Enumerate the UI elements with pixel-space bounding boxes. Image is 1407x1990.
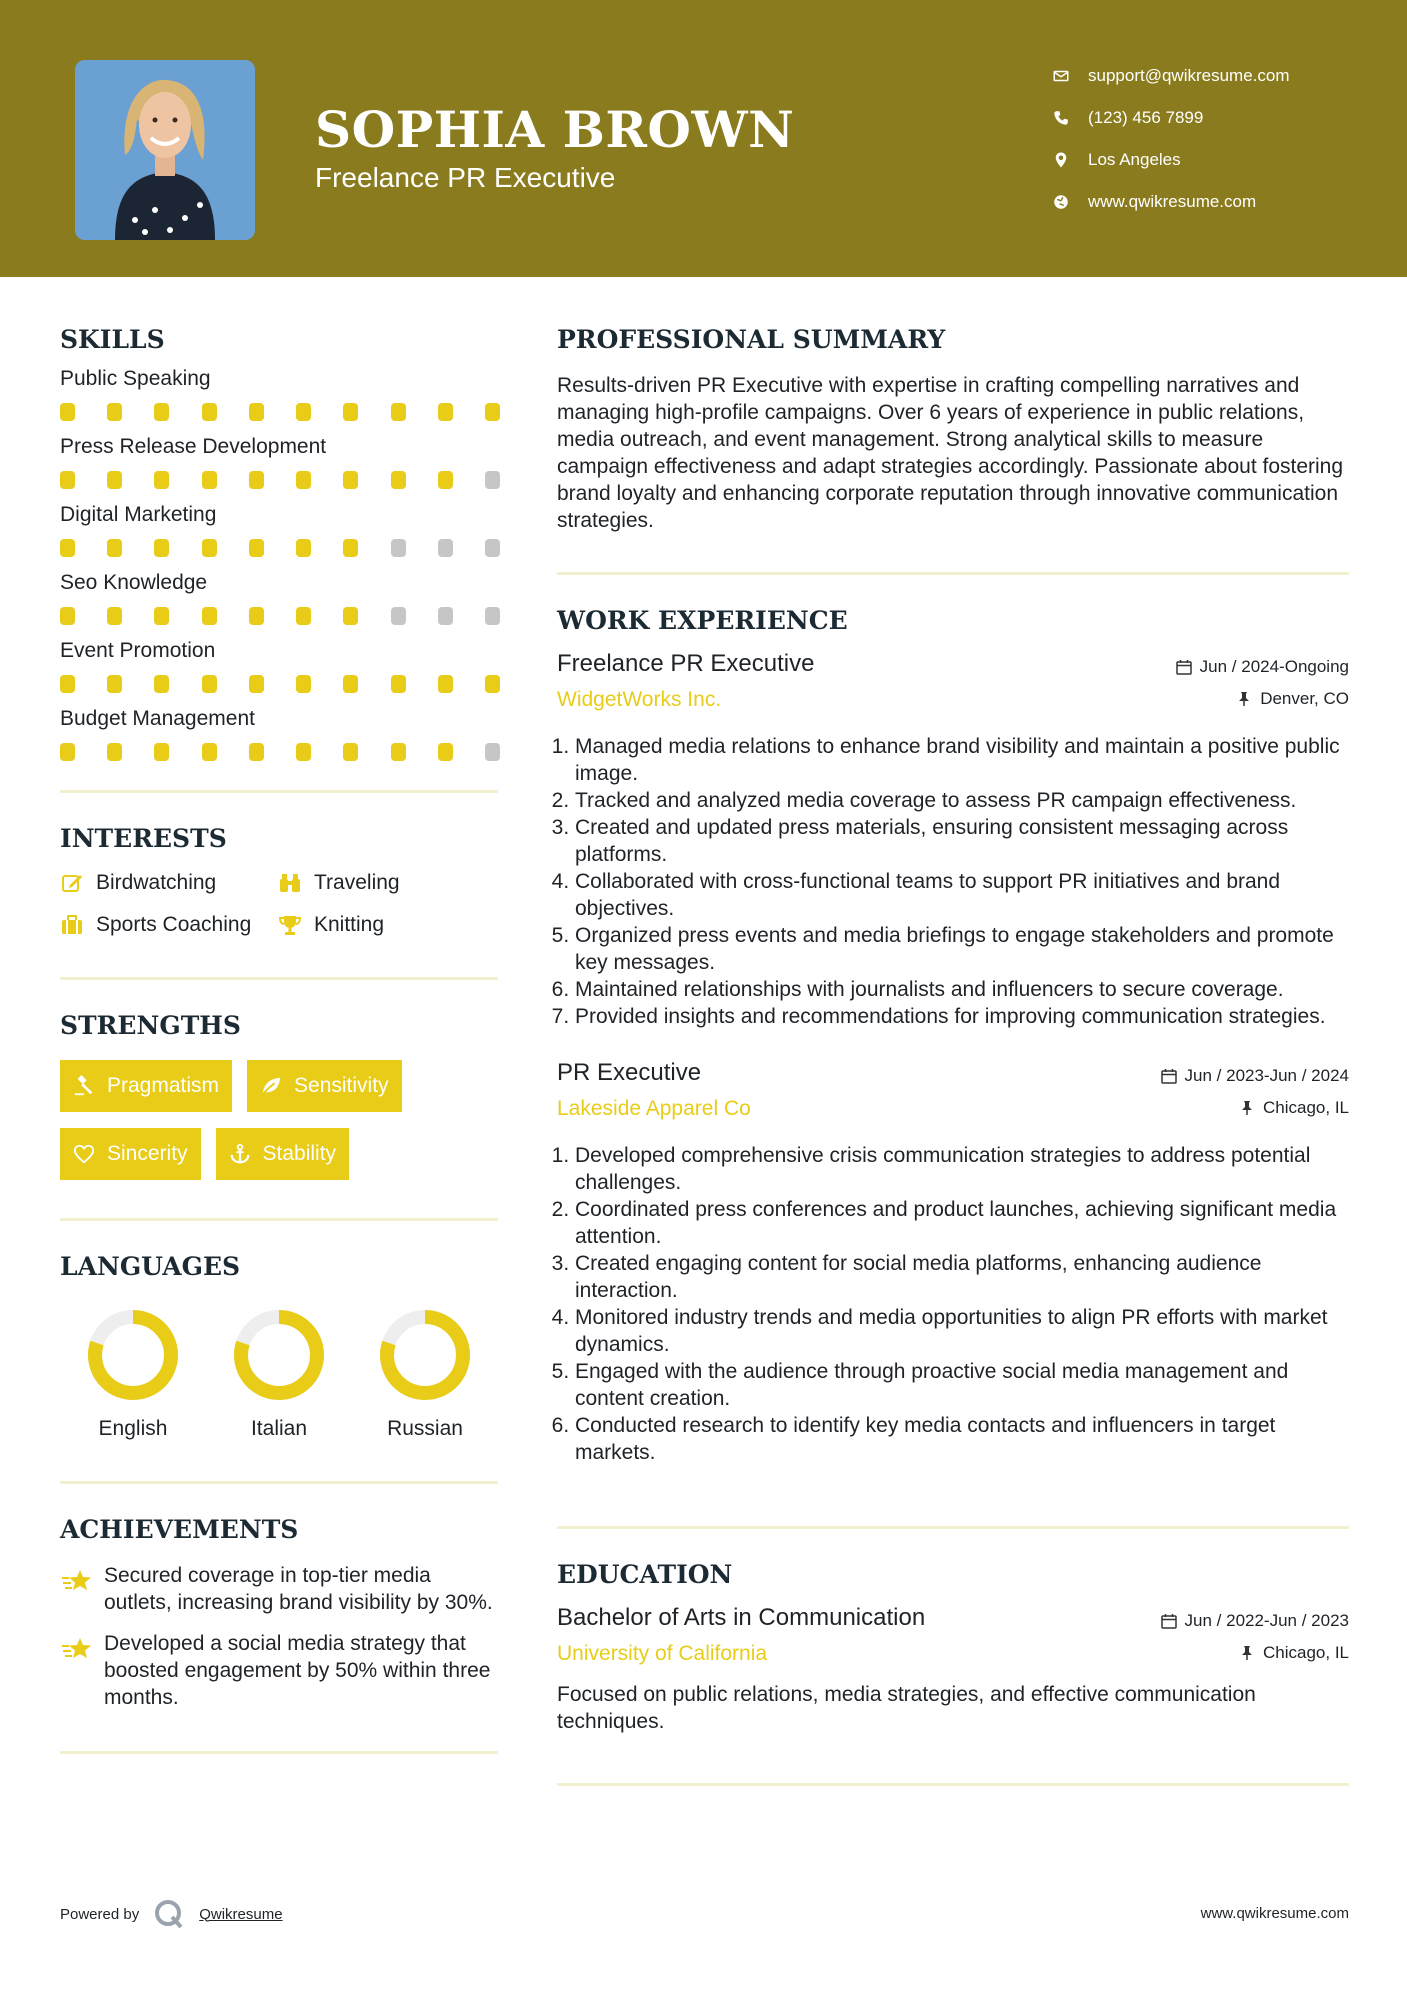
education-section (557, 1555, 1349, 1735)
education-school: University of California (557, 1642, 768, 1665)
summary-section (557, 320, 1349, 534)
interest-label: Sports Coaching (96, 913, 252, 936)
duty-item: 4. Collaborated with cross-functional teams to support PR initiatives and brand objectives. (575, 868, 1349, 922)
rating-dot-filled (343, 471, 358, 489)
job-duties (557, 1142, 1349, 1466)
pushpin-icon (1239, 1645, 1255, 1661)
rating-dot-filled (343, 743, 358, 761)
job-company: Lakeside Apparel Co (557, 1097, 751, 1120)
resume-header (0, 0, 1407, 277)
language-level-ring (229, 1305, 329, 1405)
skill-rating (60, 468, 500, 492)
skill-name: Budget Management (60, 707, 255, 730)
suitcase-icon (60, 913, 84, 937)
education-entry (557, 1601, 1349, 1735)
section-divider (557, 572, 1349, 575)
job-location (1176, 683, 1349, 715)
language-item (60, 1305, 206, 1441)
skill-item (60, 500, 498, 560)
strength-tag (60, 1128, 201, 1180)
interest-item (278, 871, 478, 895)
rating-dot-filled (343, 403, 358, 421)
skill-rating (60, 400, 500, 424)
rating-dot-filled (60, 743, 75, 761)
rating-dot-filled (154, 607, 169, 625)
skill-name: Digital Marketing (60, 503, 217, 526)
job-dates-text: Jun / 2024-Ongoing (1199, 657, 1349, 676)
strength-label: Sensitivity (294, 1074, 389, 1097)
contact-website[interactable] (1052, 181, 1382, 223)
rating-dot-filled (296, 471, 311, 489)
experience-section (557, 601, 1349, 1466)
rating-dot-filled (202, 743, 217, 761)
envelope-icon (1052, 67, 1070, 85)
skill-rating (60, 604, 500, 628)
interest-label: Traveling (314, 871, 400, 894)
shooting-star-icon (60, 1632, 94, 1666)
contact-email[interactable] (1052, 55, 1382, 97)
powered-by-text: Powered by (60, 1905, 140, 1923)
job-meta (1176, 651, 1349, 715)
achievement-item (60, 1630, 498, 1711)
calendar-icon (1161, 1068, 1177, 1084)
skills-list (60, 364, 498, 764)
duty-item: 1. Developed comprehensive crisis communication strategies to address potential challenges. (575, 1142, 1349, 1196)
leaf-icon (260, 1075, 282, 1097)
job-dates (1176, 651, 1349, 683)
contact-email-text: support@qwikresume.com (1088, 66, 1290, 85)
achievement-text: Secured coverage in top-tier media outlets, increasing brand visibility by 30%. (104, 1564, 493, 1614)
language-name: Italian (250, 1417, 308, 1440)
rating-dot-filled (296, 539, 311, 557)
skill-name: Seo Knowledge (60, 571, 208, 594)
rating-dot-filled (343, 539, 358, 557)
rating-dot-filled (107, 471, 122, 489)
rating-dot-empty (391, 539, 406, 557)
phone-icon (1052, 109, 1070, 127)
summary-heading: PROFESSIONAL SUMMARY (557, 325, 946, 354)
languages-section (60, 1247, 498, 1441)
rating-dot-filled (296, 743, 311, 761)
job-location-text: Chicago, IL (1263, 1098, 1349, 1117)
duty-item: 3. Created and updated press materials, ensuring consistent messaging across platforms. (575, 814, 1349, 868)
contact-website-text: www.qwikresume.com (1088, 192, 1257, 211)
rating-dot-filled (60, 539, 75, 557)
language-name: English (98, 1417, 168, 1440)
rating-dot-filled (60, 675, 75, 693)
skill-item (60, 432, 498, 492)
rating-dot-filled (60, 607, 75, 625)
section-divider (60, 1481, 498, 1484)
rating-dot-filled (202, 607, 217, 625)
rating-dot-filled (391, 675, 406, 693)
interests-heading: INTERESTS (60, 824, 227, 853)
strength-tag (216, 1128, 350, 1180)
duty-item: 2. Coordinated press conferences and product launches, achieving significant media attention. (575, 1196, 1349, 1250)
rating-dot-filled (249, 743, 264, 761)
anchor-icon (229, 1143, 251, 1165)
rating-dot-filled (391, 471, 406, 489)
rating-dot-filled (154, 743, 169, 761)
map-pin-icon (1052, 151, 1070, 169)
education-meta (1161, 1605, 1349, 1669)
rating-dot-filled (107, 743, 122, 761)
section-divider (60, 1751, 498, 1754)
candidate-title: Freelance PR Executive (315, 162, 616, 193)
contact-list (1052, 55, 1382, 223)
skill-rating (60, 740, 500, 764)
achievement-text: Developed a social media strategy that boosted engagement by 50% within three months. (104, 1632, 491, 1709)
interest-item (60, 913, 278, 937)
contact-location (1052, 139, 1382, 181)
language-level-ring (375, 1305, 475, 1405)
qwikresume-link[interactable]: Qwikresume (199, 1905, 283, 1923)
section-divider (60, 790, 498, 793)
interest-label: Birdwatching (96, 871, 217, 894)
rating-dot-filled (202, 403, 217, 421)
section-divider (557, 1783, 1349, 1786)
strength-label: Stability (262, 1142, 337, 1165)
education-dates-text: Jun / 2022-Jun / 2023 (1184, 1611, 1349, 1630)
rating-dot-empty (438, 607, 453, 625)
heart-icon (73, 1143, 95, 1165)
qwikresume-logo-icon (153, 1898, 185, 1930)
interest-item (278, 913, 478, 937)
globe-icon (1052, 193, 1070, 211)
rating-dot-filled (391, 743, 406, 761)
interest-item (60, 871, 278, 895)
rating-dot-filled (60, 471, 75, 489)
duty-item: 2. Tracked and analyzed media coverage to assess PR campaign effectiveness. (575, 787, 1349, 814)
skill-item (60, 704, 498, 764)
rating-dot-empty (485, 607, 500, 625)
trophy-icon (278, 913, 302, 937)
languages-heading: LANGUAGES (60, 1252, 241, 1281)
rating-dot-filled (438, 403, 453, 421)
rating-dot-filled (485, 675, 500, 693)
rating-dot-empty (485, 743, 500, 761)
rating-dot-filled (154, 539, 169, 557)
education-description: Focused on public relations, media strategies, and effective communication techniques. (557, 1683, 1256, 1733)
shooting-star-icon (60, 1564, 94, 1598)
rating-dot-filled (485, 403, 500, 421)
duty-item: 3. Created engaging content for social media platforms, enhancing audience interaction. (575, 1250, 1349, 1304)
language-level-ring (83, 1305, 183, 1405)
skill-item (60, 364, 498, 424)
duty-item: 6. Conducted research to identify key media contacts and influencers in target markets. (575, 1412, 1349, 1466)
duty-item: 4. Monitored industry trends and media opportunities to align PR efforts with market dynamics. (575, 1304, 1349, 1358)
job-dates (1161, 1060, 1349, 1092)
skill-name: Public Speaking (60, 367, 211, 390)
strength-tag (60, 1060, 232, 1112)
strength-label: Pragmatism (107, 1074, 220, 1097)
rating-dot-filled (249, 403, 264, 421)
rating-dot-filled (154, 403, 169, 421)
footer-powered-by (60, 1898, 283, 1930)
rating-dot-filled (249, 607, 264, 625)
interest-label: Knitting (314, 913, 385, 936)
skill-name: Press Release Development (60, 435, 327, 458)
pushpin-icon (1236, 691, 1252, 707)
rating-dot-filled (438, 743, 453, 761)
rating-dot-empty (485, 471, 500, 489)
job-entry (557, 647, 1349, 1030)
achievements-section (60, 1510, 498, 1711)
duty-item: 6. Maintained relationships with journalists and influencers to secure coverage. (575, 976, 1349, 1003)
rating-dot-filled (107, 403, 122, 421)
section-divider (557, 1526, 1349, 1529)
rating-dot-empty (485, 539, 500, 557)
language-item (206, 1305, 352, 1441)
rating-dot-filled (296, 607, 311, 625)
pencil-edit-icon (60, 871, 84, 895)
education-location (1161, 1637, 1349, 1669)
rating-dot-filled (154, 675, 169, 693)
interests-list (60, 871, 498, 937)
strengths-section (60, 1006, 498, 1180)
rating-dot-filled (107, 539, 122, 557)
duty-item: 7. Provided insights and recommendations for improving communication strategies. (575, 1003, 1349, 1030)
candidate-name: SOPHIA BROWN (315, 100, 795, 159)
rating-dot-filled (154, 471, 169, 489)
education-degree: Bachelor of Arts in Communication (557, 1604, 926, 1631)
job-duties (557, 733, 1349, 1030)
language-item (352, 1305, 498, 1441)
gavel-icon (73, 1075, 95, 1097)
rating-dot-filled (438, 471, 453, 489)
rating-dot-filled (296, 675, 311, 693)
job-title: PR Executive (557, 1059, 702, 1086)
rating-dot-filled (107, 607, 122, 625)
rating-dot-filled (107, 675, 122, 693)
strengths-list (60, 1060, 498, 1180)
section-divider (60, 1218, 498, 1221)
section-divider (60, 977, 498, 980)
education-dates (1161, 1605, 1349, 1637)
rating-dot-filled (249, 675, 264, 693)
education-heading: EDUCATION (557, 1560, 733, 1589)
experience-heading: WORK EXPERIENCE (557, 606, 848, 635)
skill-rating (60, 672, 500, 696)
job-title: Freelance PR Executive (557, 650, 815, 677)
rating-dot-empty (438, 539, 453, 557)
duty-item: 1. Managed media relations to enhance brand visibility and maintain a positive public image. (575, 733, 1349, 787)
skills-section (60, 320, 498, 764)
strengths-heading: STRENGTHS (60, 1011, 241, 1040)
contact-location-text: Los Angeles (1088, 150, 1181, 169)
right-column (557, 320, 1349, 1786)
left-column (60, 320, 498, 1754)
rating-dot-filled (391, 403, 406, 421)
rating-dot-filled (343, 607, 358, 625)
education-location-text: Chicago, IL (1263, 1643, 1349, 1662)
achievements-heading: ACHIEVEMENTS (60, 1515, 299, 1544)
skills-heading: SKILLS (60, 325, 165, 354)
pushpin-icon (1239, 1100, 1255, 1116)
binoculars-icon (278, 871, 302, 895)
calendar-icon (1176, 659, 1192, 675)
job-location (1161, 1092, 1349, 1124)
job-meta (1161, 1060, 1349, 1124)
job-company: WidgetWorks Inc. (557, 688, 722, 711)
languages-list (60, 1305, 498, 1441)
rating-dot-filled (438, 675, 453, 693)
achievement-item (60, 1562, 498, 1616)
language-name: Russian (387, 1417, 463, 1440)
duty-item: 5. Organized press events and media briefings to engage stakeholders and promote key messages. (575, 922, 1349, 976)
skill-rating (60, 536, 500, 560)
rating-dot-filled (343, 675, 358, 693)
footer-website[interactable]: www.qwikresume.com (1200, 1905, 1349, 1922)
job-entry (557, 1056, 1349, 1466)
rating-dot-filled (60, 403, 75, 421)
skill-item (60, 568, 498, 628)
contact-phone-text: (123) 456 7899 (1088, 108, 1204, 127)
contact-phone[interactable] (1052, 97, 1382, 139)
calendar-icon (1161, 1613, 1177, 1629)
rating-dot-filled (296, 403, 311, 421)
skill-name: Event Promotion (60, 639, 216, 662)
rating-dot-filled (202, 675, 217, 693)
strength-label: Sincerity (107, 1142, 188, 1165)
profile-photo (75, 60, 255, 240)
summary-text: Results-driven PR Executive with expertise in crafting compelling narratives and managing high-profile campaigns. Over 6 years of experience in public relations, media outreach, and event management. Strong analytical skills to measure campaign effectiveness and adapt strategies accordingly. Passionate about fostering brand loyalty and enhancing corporate reputation through innovative communication strategies. (557, 374, 1344, 532)
rating-dot-filled (249, 471, 264, 489)
skill-item (60, 636, 498, 696)
rating-dot-filled (202, 539, 217, 557)
strength-tag (247, 1060, 402, 1112)
job-location-text: Denver, CO (1260, 689, 1349, 708)
interests-section (60, 819, 498, 937)
rating-dot-empty (391, 607, 406, 625)
rating-dot-filled (202, 471, 217, 489)
job-dates-text: Jun / 2023-Jun / 2024 (1184, 1066, 1349, 1085)
rating-dot-filled (249, 539, 264, 557)
duty-item: 5. Engaged with the audience through proactive social media management and content creation. (575, 1358, 1349, 1412)
